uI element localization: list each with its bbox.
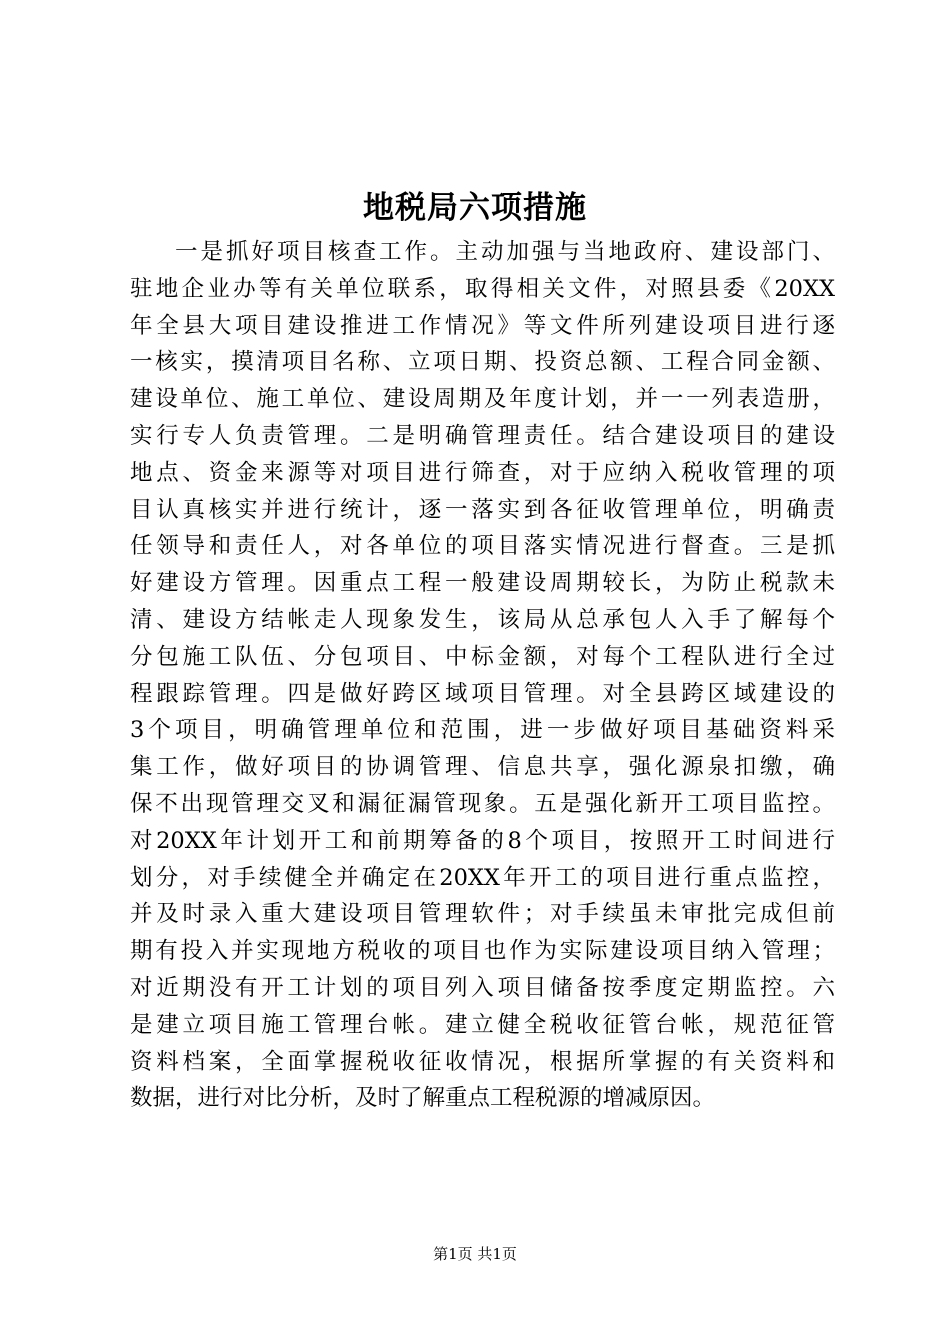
body-line-20: 期有投入并实现地方税收的项目也作为实际建设项目纳入管理； [130,938,835,965]
body-line-4: 一核实，摸清项目名称、立项日期、投资总额、工程合同金额、 [130,349,835,376]
body-line-5: 建设单位、施工单位、建设周期及年度计划，并一一列表造册， [130,386,835,413]
body-line-2: 驻地企业办等有关单位联系，取得相关文件，对照县委《20XX [130,275,835,302]
body-line-17: 对20XX年计划开工和前期筹备的8个项目，按照开工时间进行 [130,827,835,854]
body-line-19: 并及时录入重大建设项目管理软件；对手续虽未审批完成但前 [130,901,835,928]
body-line-3: 年全县大项目建设推进工作情况》等文件所列建设项目进行逐 [130,312,835,339]
body-line-10: 好建设方管理。因重点工程一般建设周期较长，为防止税款未 [130,570,835,597]
document-title: 地税局六项措施 [363,190,587,226]
body-line-13: 程跟踪管理。四是做好跨区域项目管理。对全县跨区域建设的 [130,680,835,707]
body-line-11: 清、建设方结帐走人现象发生，该局从总承包人入手了解每个 [130,606,835,633]
body-line-18: 划分，对手续健全并确定在20XX年开工的项目进行重点监控， [130,864,835,891]
body-line-24: 数据，进行对比分析，及时了解重点工程税源的增减原因。 [130,1085,716,1112]
body-line-7: 地点、资金来源等对项目进行筛查，对于应纳入税收管理的项 [130,459,835,486]
document-body [130,234,835,1117]
body-line-6: 实行专人负责管理。二是明确管理责任。结合建设项目的建设 [130,422,835,449]
body-line-1: 一是抓好项目核查工作。主动加强与当地政府、建设部门、 [175,239,835,265]
body-line-9: 任领导和责任人，对各单位的项目落实情况进行督查。三是抓 [130,533,835,560]
body-line-16: 保不出现管理交叉和漏征漏管现象。五是强化新开工项目监控。 [130,790,835,817]
body-line-14: 3个项目，明确管理单位和范围，进一步做好项目基础资料采 [130,717,835,744]
body-line-8: 目认真核实并进行统计，逐一落实到各征收管理单位，明确责 [130,496,835,523]
page-footer: 第1页 共1页 [433,1245,517,1263]
body-line-12: 分包施工队伍、分包项目、中标金额，对每个工程队进行全过 [130,643,835,670]
body-line-22: 是建立项目施工管理台帐。建立健全税收征管台帐，规范征管 [130,1011,835,1038]
body-line-15: 集工作，做好项目的协调管理、信息共享，强化源泉扣缴，确 [130,754,835,781]
body-line-23: 资料档案，全面掌握税收征收情况，根据所掌握的有关资料和 [130,1048,835,1075]
body-line-21: 对近期没有开工计划的项目列入项目储备按季度定期监控。六 [130,974,835,1001]
